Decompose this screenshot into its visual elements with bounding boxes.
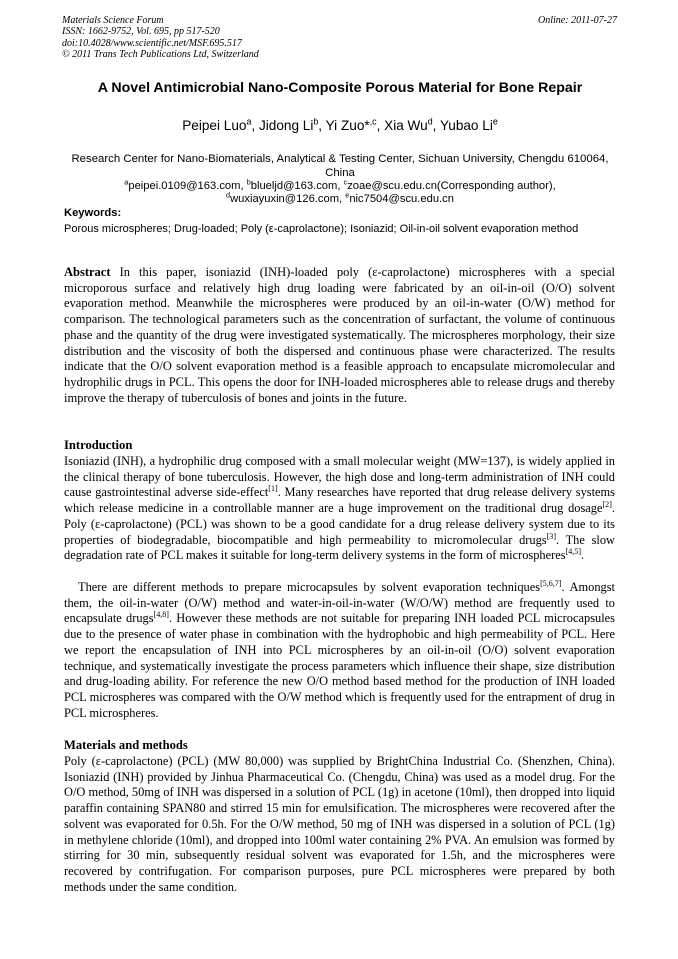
introduction-paragraph-1: Isoniazid (INH), a hydrophilic drug composed with a small molecular weight (MW=137), is widely applied in the clinical therapy of bone tuberculosis. However, the high dose and long-term administration of INH could cause gastrointestinal adverse side-effect[1]. Many researches have reported that drug release delivery systems which release medicine in a controllable manner are a huge improvement on the traditional drug dosage[2]. Poly (ε-caprolactone) (PCL) was shown to be a good candidate for a drug release delivery system due to its properties of biodegradable, biocompatible and high permeability to micromolecular drugs[3]. The slow degradation rate of PCL makes it suitable for long-term delivery systems in the form of microspheres[4,5]. — [64, 454, 615, 563]
keywords-text: Porous microspheres; Drug-loaded; Poly (ε-caprolactone); Isoniazid; Oil-in-oil solvent evaporation method — [64, 223, 579, 235]
journal-header — [62, 15, 617, 61]
materials-heading: Materials and methods — [64, 738, 188, 752]
introduction-paragraph-2: There are different methods to prepare microcapsules by solvent evaporation techniques[5,6,7]. Amongst them, the oil-in-water (O/W) method and water-in-oil-in-water (W/O/W) method are frequently used to encapsulate drugs[4,8]. However these methods are not suitable for preparing INH loaded PCL microcapsules due to the presence of water phase in combination with the hydrophobic and high permeability of PCL. Here we report the encapsulation of INH into PCL microspheres by an oil-in-oil (O/O) solvent evaporation technique, and systematically investigate the process parameters which influence their shape, size distribution and drug-loading ability. For reference the new O/O method based method for the production of INH loaded PCL microspheres was compared with the O/W method which is frequently used for the entrapment of drug in PCL microspheres. — [64, 578, 615, 720]
paper-title: A Novel Antimicrobial Nano-Composite Porous Material for Bone Repair — [97, 80, 583, 96]
online-date: Online: 2011-07-27 — [538, 15, 617, 26]
journal-name: Materials Science Forum — [62, 15, 164, 26]
introduction-heading: Introduction — [64, 438, 133, 452]
author: Peipei Luo$^a$, — [182, 116, 259, 133]
issn-line: ISSN: 1662-9752, Vol. 695, pp 517-520 — [62, 26, 220, 38]
author: Yi Zuo*$^{,c}$, — [325, 116, 385, 133]
author-emails — [60, 177, 620, 205]
email-line: $^d$wuxiayuxin@126.com, $^e$nic7504@scu.edu.cn — [226, 189, 454, 205]
author-list — [40, 118, 640, 133]
affiliation: Research Center for Nano-Biomaterials, Analytical & Testing Center, Sichuan University, Chengdu 610064, China — [71, 153, 609, 180]
doi-line: doi:10.4028/www.scientific.net/MSF.695.517 — [62, 37, 242, 49]
materials-paragraph: Poly (ε-caprolactone) (PCL) (MW 80,000) was supplied by BrightChina Industrial Co. (Shenzhen, China). Isoniazid (INH) provided by Jinhua Pharmaceutical Co. (Chengdu, China) was used as a model drug. For the O/O method, 50mg of INH was dispersed in a solution of PCL (1g) in acetone (10ml), then dropped into liquid paraffin containing SPAN80 and stirred 15 min for emulsification. The microspheres were recovered after the solvent was evaporated for 0.5h. For the O/W method, 50 mg of INH was dispersed in a solution of PCL (1g) in methylene chloride (10ml), and dropped into 100ml water containing 2% PVA. An emulsion was formed by stirring for 30 min, subsequently residual solvent was evaporated for 1.5h, and the microspheres were recovered by contrifugation. For comparison purposes, pure PCL microspheres were prepared by both methods under the same condition. — [64, 754, 615, 894]
abstract — [64, 265, 615, 406]
abstract-text: In this paper, isoniazid (INH)-loaded poly (ε-caprolactone) microspheres with a special microporous surface and relatively high drug loading were fabricated by an oil-in-oil (O/O) solvent evaporation method. Meanwhile the microspheres were produced by an oil-in-water (O/W) method for comparison. The technological parameters such as the concentration of surfactant, the volume of continuous phase and the quantity of the drug were investigated systematically. The microspheres morphology, their size distribution and the viscosity of both the dispersed and continuous phase were characterized. The results indicate that the O/O solvent evaporation method is a feasible approach to encapsulate micromolecular and hydrophilic drugs in PCL. This opens the door for INH-loaded microspheres able to release drugs and thereby improve the therapy of tuberculosis of bones and joints in the future. — [64, 265, 615, 405]
copyright-line: © 2011 Trans Tech Publications Ltd, Switzerland — [62, 49, 259, 61]
keywords-heading: Keywords: — [64, 207, 122, 219]
author: Jidong Li$^b$, — [258, 116, 326, 133]
abstract-label: Abstract — [64, 265, 111, 279]
author: Yubao Li$^e$ — [439, 116, 498, 133]
author: Xia Wu$^d$, — [384, 116, 440, 133]
email-line: $^a$peipei.0109@163.com, $^b$blueljd@163.com, $^c$zoae@scu.edu.cn(Corresponding author), — [124, 177, 556, 192]
